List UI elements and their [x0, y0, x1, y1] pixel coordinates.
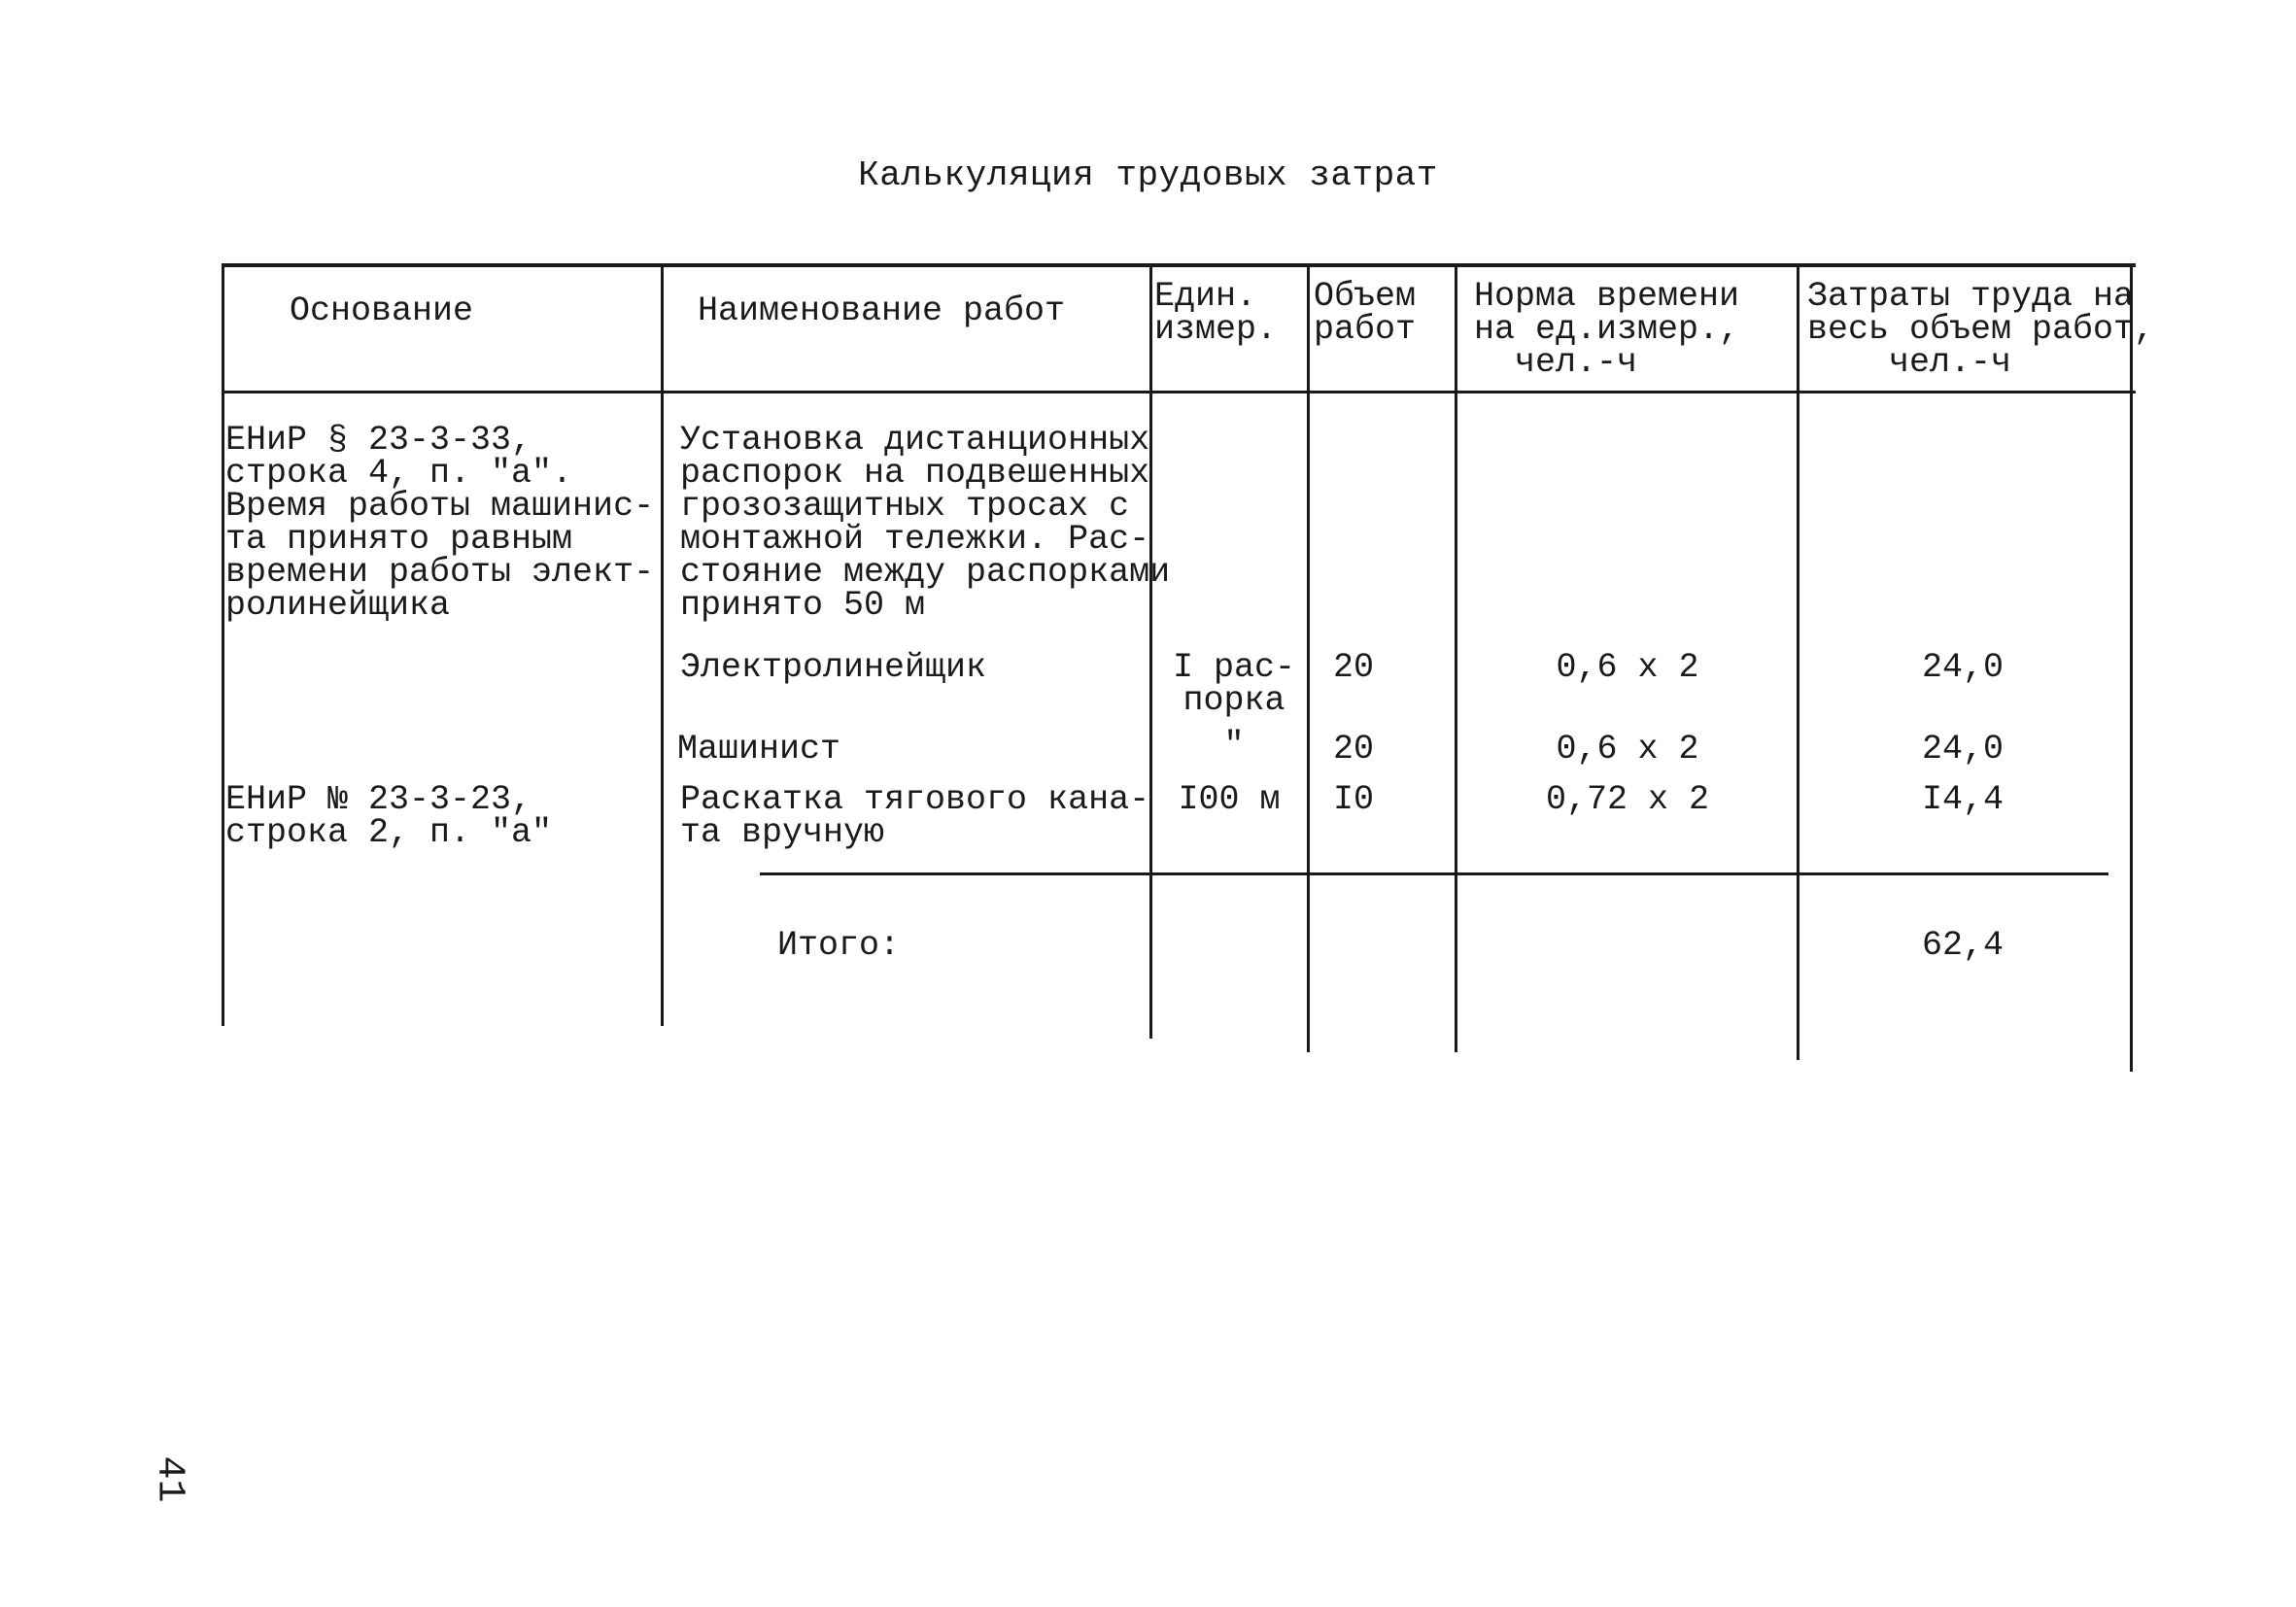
row-basis: ЕНиР § 23-3-33, строка 4, п. "а". Время работы машинис- та принято равным времени работы элект- ролинейщика — [225, 421, 655, 625]
header-time-norm: Норма времени на ед.измер., чел.-ч — [1474, 277, 1740, 382]
row-work-name: Электролинейщик — [680, 648, 987, 687]
row-volume: I0 — [1333, 780, 1375, 819]
header-work-name: Наименование работ — [698, 291, 1066, 330]
page-number: 41 — [147, 1455, 191, 1503]
row-time-norm: 0,6 х 2 — [1556, 730, 1699, 769]
column-divider — [1149, 263, 1152, 1039]
row-time-norm: 0,6 х 2 — [1556, 648, 1699, 687]
header-bottom-border — [223, 391, 2136, 393]
row-work-name: Машинист — [677, 730, 841, 769]
row-basis: ЕНиР № 23-3-23, строка 2, п. "а" — [225, 780, 553, 852]
row-volume: 20 — [1333, 648, 1375, 687]
column-divider — [661, 263, 664, 1026]
table-right-border — [2130, 263, 2133, 1072]
row-unit: I рас- порка — [1172, 648, 1296, 720]
total-separator-line — [760, 872, 2108, 875]
total-label: Итого: — [777, 926, 901, 965]
table-left-border — [222, 263, 224, 1026]
row-unit: I00 м — [1178, 780, 1281, 819]
row-work-name: Раскатка тягового кана- та вручную — [680, 780, 1150, 852]
row-labor-cost: 24,0 — [1921, 730, 2004, 769]
row-labor-cost: 24,0 — [1921, 648, 2004, 687]
header-basis: Основание — [290, 291, 474, 330]
row-unit: " — [1223, 726, 1245, 765]
header-labor-cost: Затраты труда на весь объем работ, чел.-ч — [1807, 277, 2155, 382]
row-time-norm: 0,72 х 2 — [1545, 780, 1710, 819]
header-volume: Объем работ — [1314, 277, 1417, 349]
page-title: Калькуляция трудовых затрат — [858, 155, 1438, 195]
header-unit: Един. измер. — [1154, 277, 1278, 349]
column-divider — [1307, 263, 1310, 1052]
row-labor-cost: I4,4 — [1921, 780, 2004, 819]
row-volume: 20 — [1333, 730, 1375, 769]
table-top-border — [223, 263, 2136, 267]
total-labor-cost: 62,4 — [1921, 926, 2004, 965]
row-work-name: Установка дистанционных распорок на подвешенных грозозащитных тросах с монтажной тележки. Рас- стояние между распорками принято 50 м — [680, 421, 1171, 625]
